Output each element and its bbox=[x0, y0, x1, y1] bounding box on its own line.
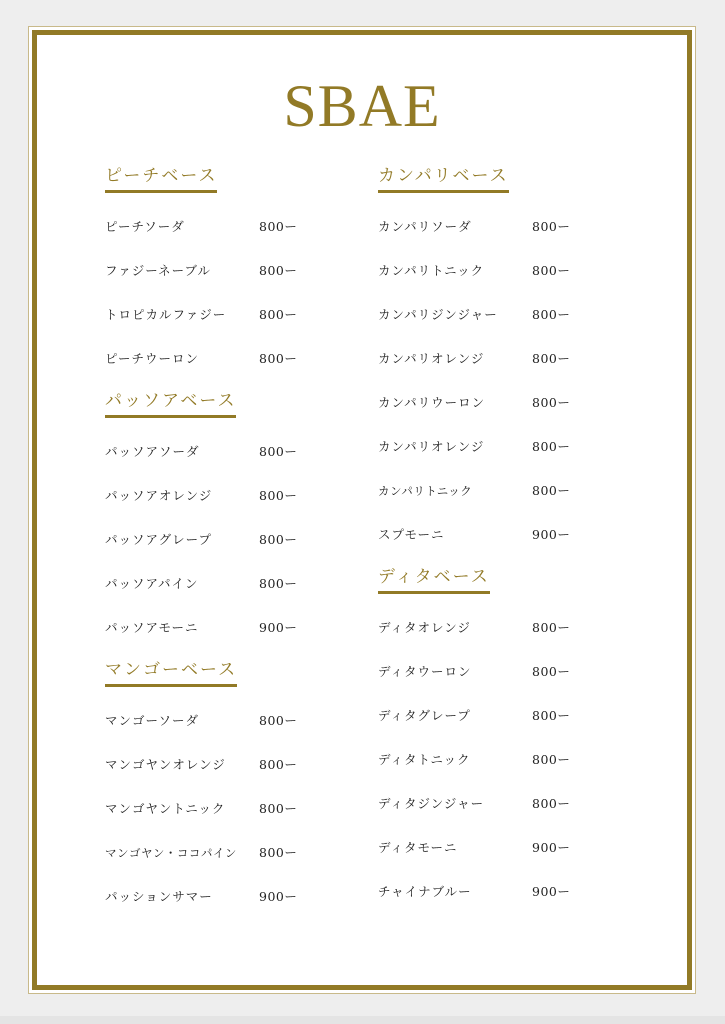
item-price: 900ー bbox=[532, 840, 571, 855]
menu-item bbox=[378, 381, 618, 425]
menu-item bbox=[105, 205, 345, 249]
item-price: 800ー bbox=[259, 444, 298, 459]
section-heading: カンパリベース bbox=[378, 163, 509, 193]
viewer-bottom-bar bbox=[0, 1016, 725, 1024]
right-column bbox=[378, 156, 618, 914]
item-price: 800ー bbox=[259, 488, 298, 503]
menu-item bbox=[105, 743, 345, 787]
item-name: カンパリトニック bbox=[378, 484, 473, 498]
item-price: 800ー bbox=[532, 219, 571, 234]
item-price: 800ー bbox=[259, 576, 298, 591]
menu-item bbox=[378, 870, 618, 914]
item-price: 800ー bbox=[532, 752, 571, 767]
item-price: 800ー bbox=[259, 219, 298, 234]
menu-item bbox=[105, 875, 345, 919]
menu-item bbox=[378, 738, 618, 782]
item-price: 800ー bbox=[259, 307, 298, 322]
section-heading: ピーチベース bbox=[105, 163, 217, 193]
menu-item bbox=[105, 831, 345, 875]
item-name: カンパリオレンジ bbox=[378, 439, 485, 454]
menu-item bbox=[105, 293, 345, 337]
menu-item bbox=[105, 474, 345, 518]
menu-item bbox=[378, 425, 618, 469]
section-heading: ディタベース bbox=[378, 564, 490, 594]
left-column bbox=[105, 156, 345, 919]
item-name: パッソアモーニ bbox=[105, 620, 199, 635]
item-price: 800ー bbox=[259, 263, 298, 278]
item-name: パッソアグレープ bbox=[105, 532, 213, 547]
menu-title: SBAE bbox=[283, 73, 441, 139]
item-name: カンパリソーダ bbox=[378, 219, 472, 234]
item-name: スプモーニ bbox=[378, 527, 445, 542]
item-name: パッションサマー bbox=[105, 889, 213, 904]
menu-page bbox=[28, 26, 696, 994]
item-name: ディタグレープ bbox=[378, 708, 471, 723]
item-name: マンゴーソーダ bbox=[105, 713, 200, 728]
item-price: 800ー bbox=[259, 713, 298, 728]
item-price: 800ー bbox=[259, 801, 298, 816]
item-name: マンゴヤン・ココパイン bbox=[105, 846, 237, 860]
section-campari-base bbox=[378, 156, 618, 557]
item-name: カンパリオレンジ bbox=[378, 351, 485, 366]
item-name: トロピカルファジー bbox=[105, 307, 227, 322]
gold-border-frame bbox=[32, 30, 692, 990]
item-price: 800ー bbox=[532, 351, 571, 366]
item-name: ディタウーロン bbox=[378, 664, 472, 679]
section-peach-base bbox=[105, 156, 345, 381]
section-heading: マンゴーベース bbox=[105, 657, 237, 687]
menu-item bbox=[105, 337, 345, 381]
item-price: 800ー bbox=[532, 439, 571, 454]
section-heading: パッソアベース bbox=[105, 388, 236, 418]
item-price: 800ー bbox=[532, 620, 571, 635]
item-name: カンパリジンジャー bbox=[378, 307, 498, 322]
item-price: 800ー bbox=[532, 307, 571, 322]
menu-item bbox=[105, 562, 345, 606]
item-name: チャイナブルー bbox=[378, 884, 472, 899]
item-name: ディタモーニ bbox=[378, 840, 458, 855]
item-name: ディタトニック bbox=[378, 752, 471, 767]
menu-item bbox=[378, 694, 618, 738]
menu-item bbox=[378, 513, 618, 557]
menu-item bbox=[105, 699, 345, 743]
menu-item bbox=[378, 337, 618, 381]
item-name: ファジーネーブル bbox=[105, 263, 212, 278]
menu-item bbox=[378, 650, 618, 694]
menu-item bbox=[105, 430, 345, 474]
menu-item bbox=[105, 249, 345, 293]
item-name: パッソアパイン bbox=[105, 576, 199, 591]
section-passoa-base bbox=[105, 381, 345, 650]
menu-item bbox=[378, 606, 618, 650]
item-price: 800ー bbox=[532, 664, 571, 679]
item-price: 800ー bbox=[259, 532, 298, 547]
item-name: ディタジンジャー bbox=[378, 796, 485, 811]
menu-item bbox=[378, 249, 618, 293]
item-name: パッソアオレンジ bbox=[105, 488, 213, 503]
menu-item bbox=[105, 787, 345, 831]
menu-item bbox=[105, 518, 345, 562]
item-price: 900ー bbox=[259, 889, 298, 904]
item-price: 900ー bbox=[259, 620, 298, 635]
menu-item bbox=[378, 469, 618, 513]
menu-item bbox=[105, 606, 345, 650]
item-price: 800ー bbox=[532, 395, 571, 410]
item-name: パッソアソーダ bbox=[105, 444, 200, 459]
item-name: マンゴヤントニック bbox=[105, 801, 226, 816]
item-price: 800ー bbox=[532, 708, 571, 723]
item-name: カンパリトニック bbox=[378, 263, 485, 278]
section-dita-base bbox=[378, 557, 618, 914]
item-price: 800ー bbox=[532, 483, 571, 498]
item-price: 800ー bbox=[532, 796, 571, 811]
section-mango-base bbox=[105, 650, 345, 919]
item-name: ピーチソーダ bbox=[105, 219, 185, 234]
item-price: 900ー bbox=[532, 527, 571, 542]
menu-item bbox=[378, 205, 618, 249]
menu-item bbox=[378, 826, 618, 870]
item-name: ピーチウーロン bbox=[105, 351, 200, 366]
item-name: マンゴヤンオレンジ bbox=[105, 757, 226, 772]
menu-item bbox=[378, 782, 618, 826]
item-price: 800ー bbox=[532, 263, 571, 278]
item-name: ディタオレンジ bbox=[378, 620, 471, 635]
item-price: 800ー bbox=[259, 845, 298, 860]
item-price: 900ー bbox=[532, 884, 571, 899]
menu-item bbox=[378, 293, 618, 337]
item-price: 800ー bbox=[259, 757, 298, 772]
item-name: カンパリウーロン bbox=[378, 395, 486, 410]
item-price: 800ー bbox=[259, 351, 298, 366]
